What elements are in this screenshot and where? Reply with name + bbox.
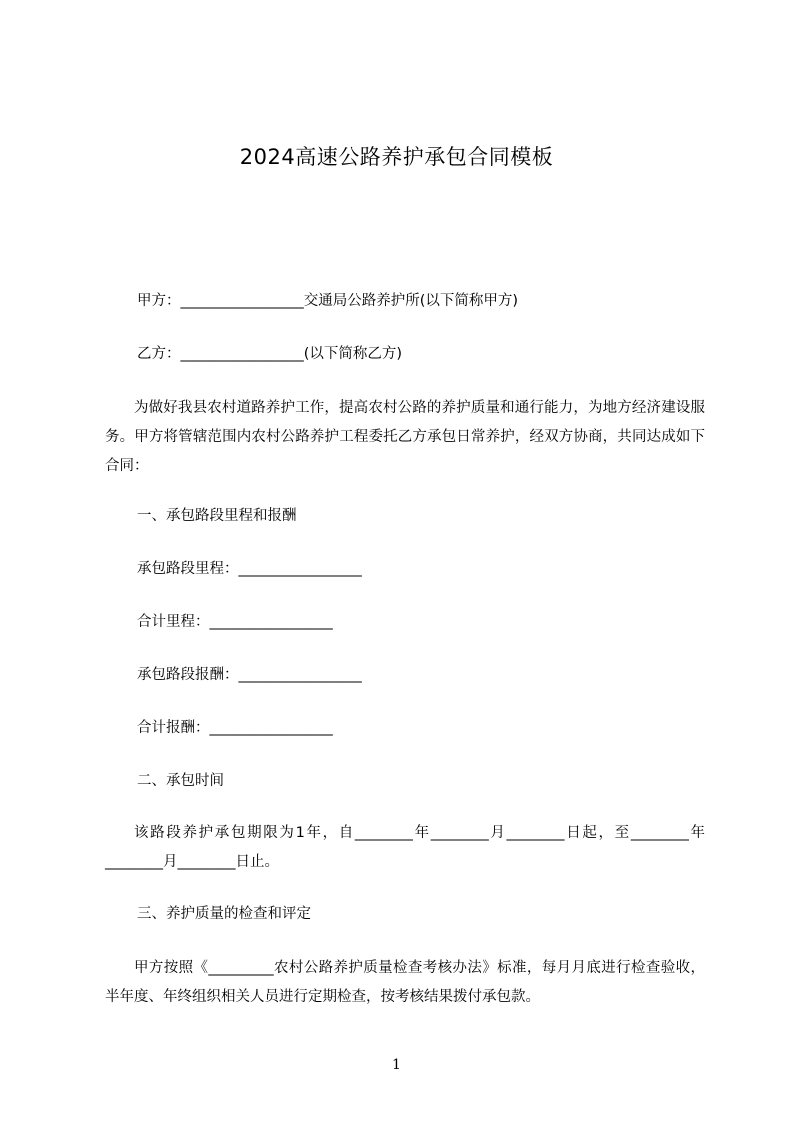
intro-paragraph: 为做好我县农村道路养护工作，提高农村公路的养护质量和通行能力，为地方经济建设服务。甲方将管辖范围内农村公路养护工程委托乙方承包日常养护，经双方协商，共同达成如下合同： (105, 400, 705, 474)
total-mileage-field: 合计里程：_________________ (137, 614, 333, 630)
total-pay-field: 合计报酬：_________________ (137, 720, 333, 736)
party-a-line: 甲方：_________________交通局公路养护所(以下简称甲方) (137, 293, 519, 309)
section-1-heading: 一、承包路段里程和报酬 (137, 508, 297, 524)
road-mileage-field: 承包路段里程：_________________ (137, 561, 362, 577)
section-2-heading: 二、承包时间 (137, 773, 224, 789)
quality-paragraph: 甲方按照《_________农村公路养护质量检查考核办法》标准，每月月底进行检查验收，半年度、年终组织相关人员进行定期检查，按考核结果拨付承包款。 (105, 960, 705, 1005)
section-3-heading: 三、养护质量的检查和评定 (137, 906, 311, 922)
document-title: 2024高速公路养护承包合同模板 (239, 145, 554, 169)
term-paragraph: 该路段养护承包期限为1年，自________年________月________日起，至________年________月________日止。 (105, 825, 705, 870)
party-b-line: 乙方：_________________(以下简称乙方) (137, 346, 403, 362)
page-number: 1 (392, 1057, 401, 1073)
road-pay-field: 承包路段报酬：_________________ (137, 667, 362, 683)
